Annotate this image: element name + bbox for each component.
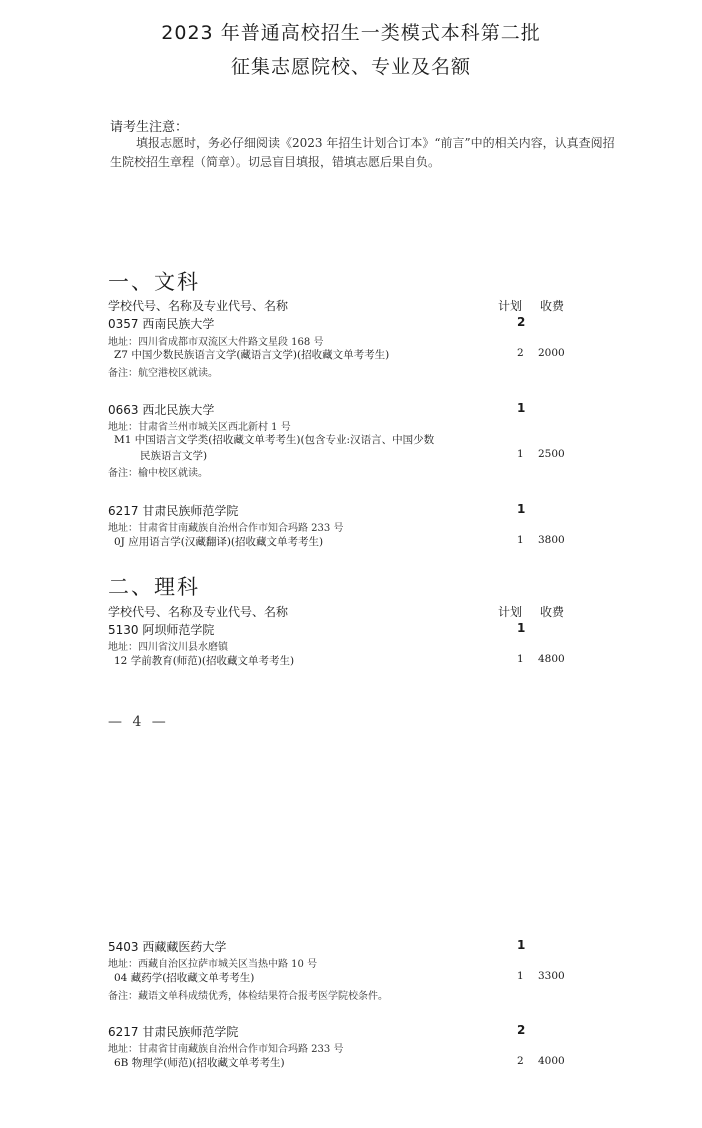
major-name: M1 中国语言文学类(招收藏文单考考生)(包含专业:汉语言、中国少数 [114,434,435,446]
school-address: 地址：甘肃省甘南藏族自治州合作市知合玛路 233 号 [108,1044,344,1055]
table-header-arts [108,297,578,314]
school-row [108,315,588,332]
school-plan: 1 [517,502,526,516]
header-label: 学校代号、名称及专业代号、名称 [108,299,289,313]
major-plan: 1 [517,448,524,460]
major-name: 12 学前教育(师范)(招收藏文单考考生) [114,655,295,667]
school-row [108,938,588,955]
school-name: 0357 西南民族大学 [108,317,215,331]
major-name-continued: 民族语言文学) [140,450,208,462]
header-label: 学校代号、名称及专业代号、名称 [108,605,289,619]
major-name: 6B 物理学(师范)(招收藏文单考考生) [114,1057,285,1069]
school-remark: 备注：航空港校区就读。 [108,368,218,379]
school-row [108,1023,588,1040]
school-row [108,401,588,418]
major-row-continued [108,448,594,464]
major-fee: 4800 [538,653,565,665]
major-row [108,347,594,363]
major-row [108,432,594,448]
school-name: 5403 西藏藏医药大学 [108,940,227,954]
school-name: 5130 阿坝师范学院 [108,623,215,637]
major-name: 0J 应用语言学(汉藏翻译)(招收藏文单考考生) [114,536,324,548]
school-plan: 1 [517,938,526,952]
school-plan: 1 [517,621,526,635]
school-address: 地址：甘肃省甘南藏族自治州合作市知合玛路 233 号 [108,523,344,534]
school-remark: 备注：藏语文单科成绩优秀，体检结果符合报考医学院校条件。 [108,991,388,1002]
major-plan: 1 [517,534,524,546]
document-title-line2: 征集志愿院校、专业及名额 [230,56,471,78]
major-row [108,1055,594,1071]
school-name: 6217 甘肃民族师范学院 [108,1025,239,1039]
school-plan: 1 [517,401,526,415]
school-plan: 2 [517,1023,526,1037]
school-address: 地址：西藏自治区拉萨市城关区当热中路 10 号 [108,959,318,970]
school-address: 地址：甘肃省兰州市城关区西北新村 1 号 [108,422,291,433]
section-title-arts: 一、文科 [108,270,200,294]
major-plan: 1 [517,653,524,665]
major-fee: 3800 [538,534,565,546]
major-fee: 3300 [538,970,565,982]
school-name: 0663 西北民族大学 [108,403,215,417]
school-remark: 备注：榆中校区就读。 [108,468,208,479]
major-fee: 2000 [538,347,565,359]
school-row [108,502,588,519]
page-number: — 4 — [108,714,169,730]
major-fee: 4000 [538,1055,565,1067]
school-name: 6217 甘肃民族师范学院 [108,504,239,518]
major-row [108,534,594,550]
school-address: 地址：四川省成都市双流区大件路文星段 168 号 [108,337,324,348]
major-plan: 2 [517,347,524,359]
notice-heading: 请考生注意： [110,120,189,135]
section-title-science: 二、理科 [108,575,200,599]
major-name: 04 藏药学(招收藏文单考考生) [114,972,255,984]
major-row [108,653,594,669]
school-plan: 2 [517,315,526,329]
notice-body: 填报志愿时，务必仔细阅读《2023 年招生计划合订本》“前言”中的相关内容，认真查阅招生院校招生章程（简章）。切忌盲目填报，错填志愿后果自负。 [110,136,615,169]
header-plan: 计划 [498,605,523,619]
document-title-line1: 2023 年普通高校招生一类模式本科第二批 [161,22,541,44]
major-plan: 1 [517,970,524,982]
major-plan: 2 [517,1055,524,1067]
header-plan: 计划 [498,299,523,313]
school-address: 地址：四川省汶川县水磨镇 [108,642,228,653]
header-fee: 收费 [540,299,565,313]
major-row [108,970,594,986]
header-fee: 收费 [540,605,565,619]
major-fee: 2500 [538,448,565,460]
table-header-science [108,603,578,620]
school-row [108,621,588,638]
major-name: Z7 中国少数民族语言文学(藏语言文学)(招收藏文单考考生) [114,349,390,361]
